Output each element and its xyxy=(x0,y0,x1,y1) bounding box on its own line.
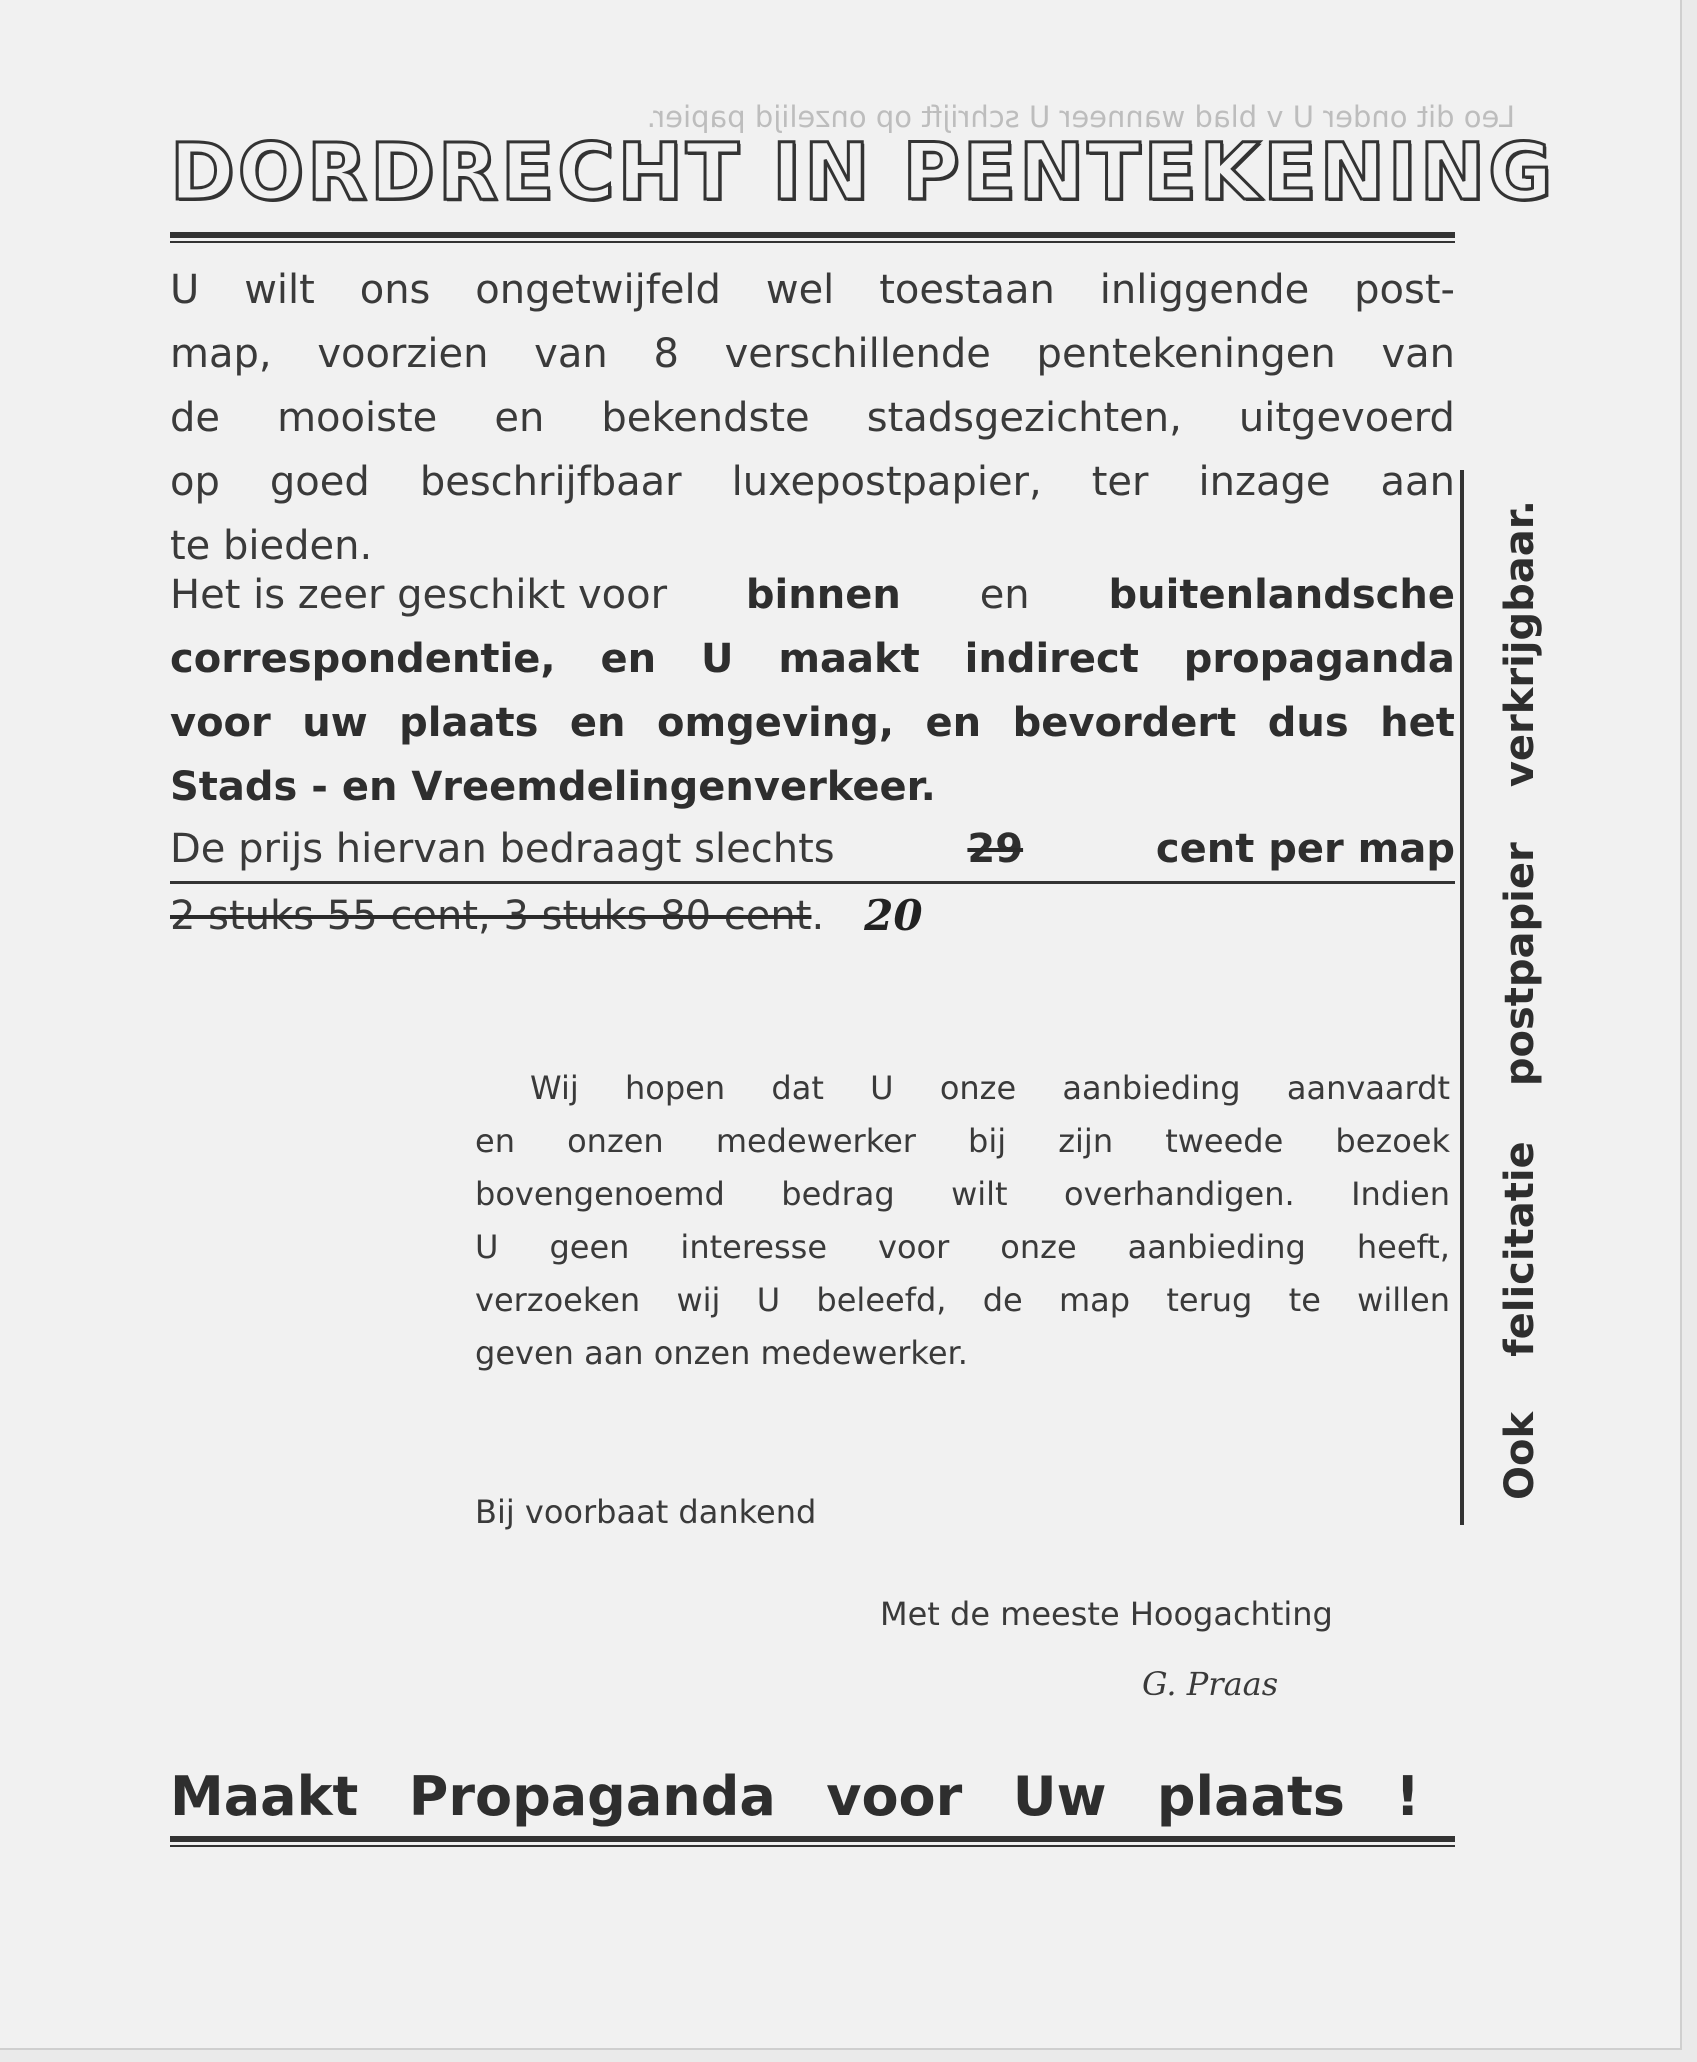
slogan-rule xyxy=(170,1836,1455,1842)
side-divider xyxy=(1460,470,1464,1525)
handwritten-new-price: 20 xyxy=(864,891,923,940)
text-line: de mooiste en bekendste stadsgezichten, uitgevoerd xyxy=(170,395,1455,441)
mirrored-bleed-through: Leo dit onder U v blad wanneer U schrijft op onzelijd papier. xyxy=(646,100,1515,134)
price-paragraph xyxy=(170,817,1455,948)
side-note: Ook felicitatie postpapier verkrijgbaar. xyxy=(1497,500,1543,1500)
signature: G. Praas xyxy=(1142,1665,1279,1703)
title-rule xyxy=(170,232,1455,238)
text-line: 2 stuks 55 cent, 3 stuks 80 cent . 20 xyxy=(170,884,1455,948)
usage-paragraph xyxy=(170,563,1455,819)
request-paragraph xyxy=(475,1062,1450,1380)
text-line: Wij hopen dat U onze aanbieding aanvaardt xyxy=(530,1069,1450,1107)
text-line: te bieden. xyxy=(170,523,373,569)
text-line: U wilt ons ongetwijfeld wel toestaan inliggende post- xyxy=(170,267,1455,313)
text-line: U geen interesse voor onze aanbieding heeft, xyxy=(475,1228,1450,1266)
thanks-line: Bij voorbaat dankend xyxy=(475,1493,817,1531)
old-price: 29 xyxy=(967,826,1024,872)
title-rule-thin xyxy=(170,241,1455,243)
text-line: map, voorzien van 8 verschillende pentekeningen van xyxy=(170,331,1455,377)
regards-line: Met de meeste Hoogachting xyxy=(880,1595,1333,1633)
struck-offer: 2 stuks 55 cent, 3 stuks 80 cent xyxy=(170,893,812,939)
text-line: bovengenoemd bedrag wilt overhandigen. Indien xyxy=(475,1175,1450,1213)
text-line: op goed beschrijfbaar luxepostpapier, ter inzage aan xyxy=(170,459,1455,505)
text-line: Het is zeer geschikt voor binnen en buitenlandsche xyxy=(170,572,1455,618)
price-unit: cent per map xyxy=(1155,826,1455,872)
text-line: geven aan onzen medewerker. xyxy=(475,1334,968,1372)
slogan-rule-thin xyxy=(170,1845,1455,1847)
text-line: verzoeken wij U beleefd, de map terug te willen xyxy=(475,1281,1450,1319)
text-line: correspondentie, en U maakt indirect propaganda xyxy=(170,636,1455,682)
slogan: Maakt Propaganda voor Uw plaats ! xyxy=(170,1765,1420,1828)
text-line: voor uw plaats en omgeving, en bevordert dus het xyxy=(170,700,1455,746)
price-line: De prijs hiervan bedraagt slechts 29 cent per map xyxy=(170,817,1455,884)
text-line: Stads - en Vreemdelingenverkeer. xyxy=(170,764,936,810)
text-line: en onzen medewerker bij zijn tweede bezoek xyxy=(475,1122,1450,1160)
intro-paragraph xyxy=(170,258,1455,578)
letter-title: DORDRECHT IN PENTEKENING xyxy=(170,128,1556,218)
